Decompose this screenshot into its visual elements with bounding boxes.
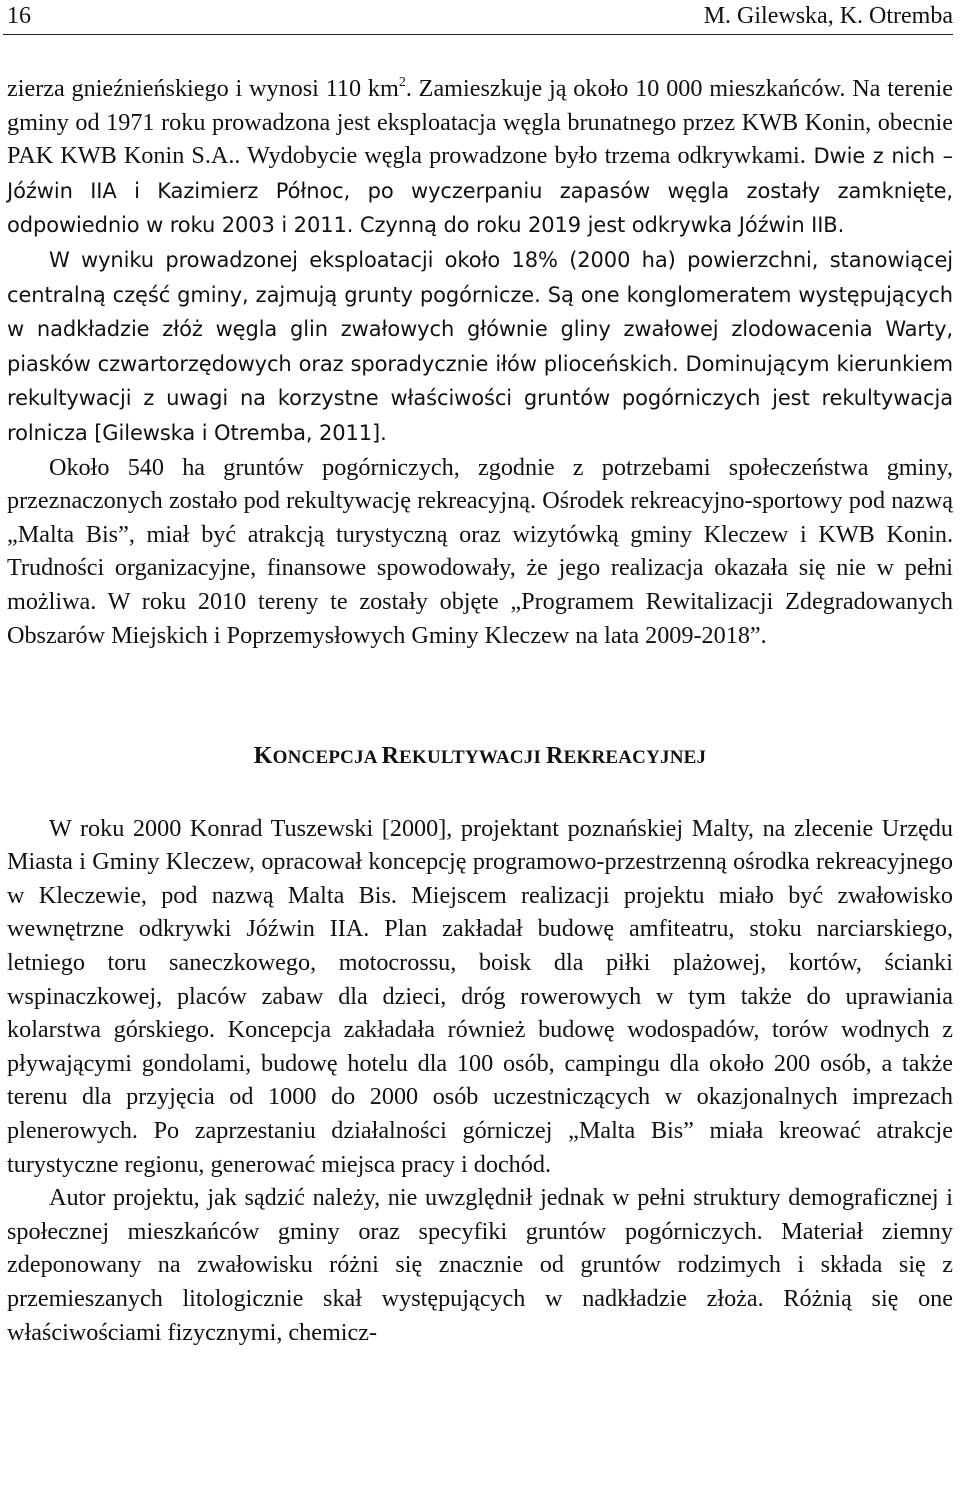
heading-initial-k: K xyxy=(253,743,273,770)
body-text xyxy=(7,72,953,1349)
paragraph-4: W roku 2000 Konrad Tuszewski [2000], projektant poznańskiej Malty, na zlecenie Urzędu Miasta i Gminy Kleczew, opracował koncepcję programowo-przestrzenną ośrodka rekreacyjnego w Kleczewie, pod nazwą Malta Bis. Miejscem realizacji projektu miało być zwałowisko wewnętrzne odkrywki Jóźwin IIA. Plan zakładał budowę amfiteatru, stoku narciarskiego, letniego toru saneczkowego, motocrossu, boisk dla piłki plażowej, kortów, ścianki wspinaczkowej, placów zabaw dla dzieci, dróg rowerowych w tym także do uprawiania kolarstwa górskiego. Koncepcja zakładała również budowę wodospadów, torów wodnych z pływającymi gondolami, budowę hotelu dla 100 osób, campingu dla około 200 osób, a także terenu dla przyjęcia od 1000 do 2000 osób uczestniczących w okazjonalnych imprezach plenerowych. Po zaprzestaniu działalności górniczej „Malta Bis” miała kreować atrakcje turystyczne regionu, generować miejsca pracy i dochód. xyxy=(7,814,953,1178)
paragraph-1-part-c: Dwie z nich – Jóźwin IIA i Kazimierz Północ, po wyczerpaniu zapasów węgla zostały zamknięte, odpowiednio w roku 2003 i 2011. Czynną do roku 2019 jest odkrywka Jóźwin IIB. xyxy=(7,144,953,238)
heading-rest-1: ONCEPCJA xyxy=(272,747,382,769)
running-header-authors: M. Gilewska, K. Otremba xyxy=(703,3,953,29)
page-number: 16 xyxy=(7,3,31,29)
section-heading xyxy=(7,740,953,775)
paragraph-1-part-a: zierza gnieźnieńskiego i wynosi 110 km xyxy=(7,75,399,102)
paragraph-2-part-c: Dominującym kierunkiem rekultywacji z uwagi na korzystne właściwości gruntów pogórniczych jest rekultywacja rolnicza [Gilewska i Otremba, 2011]. xyxy=(7,351,954,445)
superscript-2: 2 xyxy=(398,75,406,90)
paragraph-2-part-b: Są one konglomeratem występujących w nadkładzie złóż węgla glin zwałowych głównie gliny zwałowej zlodowacenia Warty, piasków czwartorzędowych oraz sporadycznie iłów plioceńskich. xyxy=(7,282,953,376)
paragraph-1-part-b: . Zamieszkuje ją około 10 000 mieszkańców. Na terenie gminy od 1971 roku prowadzona jest eksploatacja węgla brunatnego przez KWB Konin, obecnie PAK KWB Konin S.A.. Wydobycie węgla prowadzone było trzema odkrywkami. xyxy=(7,75,954,170)
heading-rest-2: EKULTYWACJI xyxy=(399,747,547,769)
heading-rest-3: EKREACYJNEJ xyxy=(563,747,707,769)
paragraph-2-part-a: W wyniku prowadzonej eksploatacji około 18% (2000 ha) powierzchni, stanowiącej centralną część gminy, zajmują grunty pogórnicze. xyxy=(7,247,953,307)
heading-initial-r: R xyxy=(381,743,400,770)
paragraph-3: Około 540 ha gruntów pogórniczych, zgodnie z potrzebami społeczeństwa gminy, przeznaczonych zostało pod rekultywację rekreacyjną. Ośrodek rekreacyjno-sportowy pod nazwą „Malta Bis”, miał być atrakcją turystyczną oraz wizytówką gminy Kleczew i KWB Konin. Trudności organizacyjne, finansowe spowodowały, że jego realizacja okazała się nie w pełni możliwa. W roku 2010 tereny te zostały objęte „Programem Rewitalizacji Zdegradowanych Obszarów Miejskich i Poprzemysłowych Gminy Kleczew na lata 2009-2018”. xyxy=(7,453,953,649)
paragraph-2 xyxy=(7,243,953,451)
running-header xyxy=(3,0,953,35)
heading-initial-r-2: R xyxy=(546,743,564,770)
paragraph-1 xyxy=(7,72,953,243)
paragraph-5: Autor projektu, jak sądzić należy, nie uwzględnił jednak w pełni struktury demograficznej i społecznej mieszkańców gminy oraz specyfiki gruntów pogórniczych. Materiał ziemny zdeponowany na zwałowisku różni się znacznie od gruntów rodzimych i składa się z przemieszanych litologicznie skał występujących w nadkładzie złoża. Różnią się one właściwościami fizycznymi, chemicz- xyxy=(7,1184,953,1346)
